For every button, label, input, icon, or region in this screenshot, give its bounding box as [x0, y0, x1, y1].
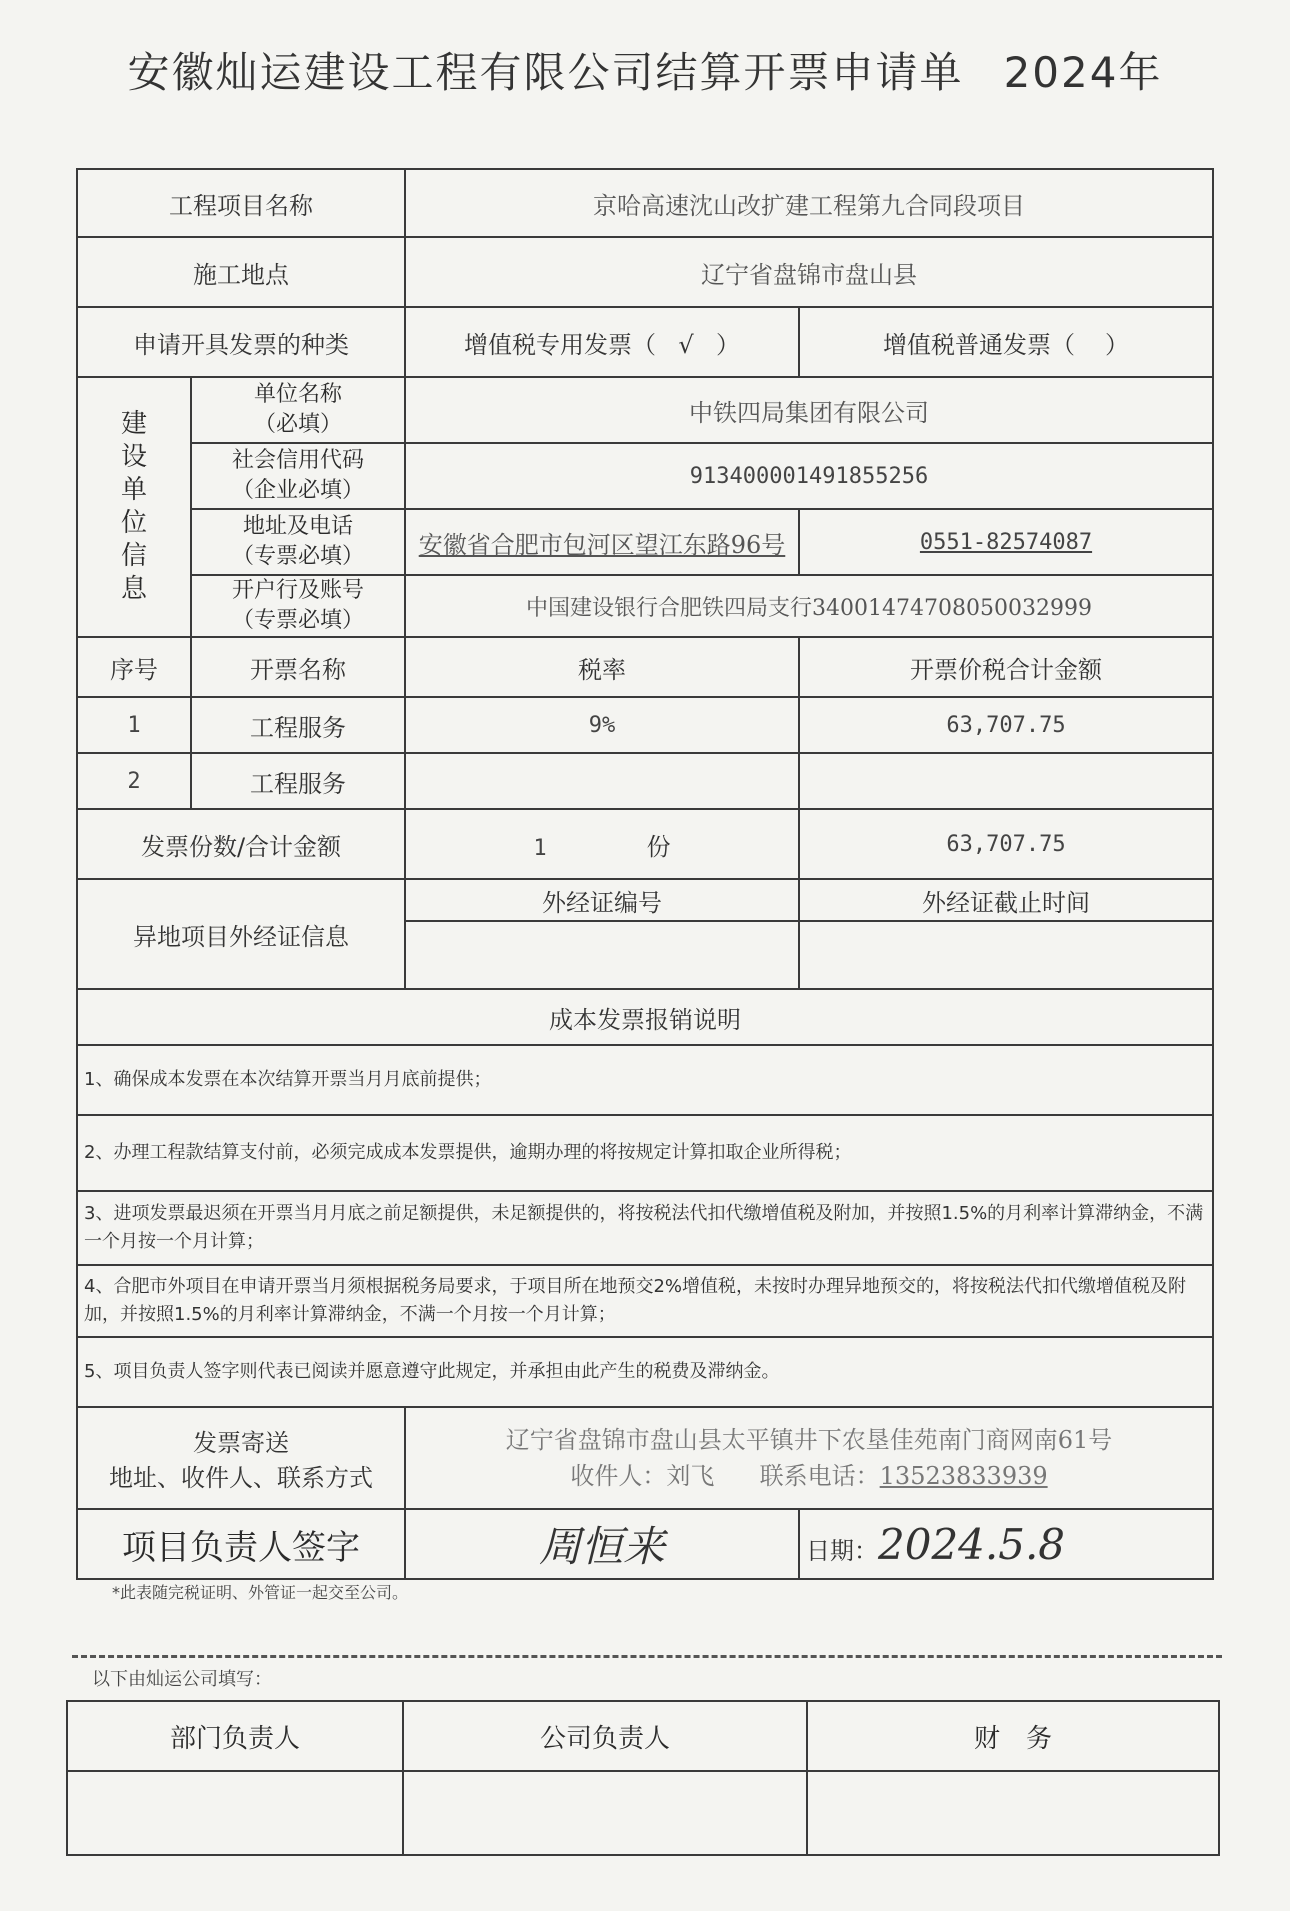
- table-row: [77, 753, 1213, 809]
- company-fill-label: 以下由灿运公司填写：: [92, 1669, 272, 1690]
- credit-code-label-text: 社会信用代码: [231, 448, 364, 473]
- project-name-row: [77, 169, 1213, 237]
- item-amount: [799, 753, 1213, 809]
- note-row: [77, 1265, 1213, 1337]
- credit-code-label: [191, 443, 405, 509]
- note-item: 2、办理工程款结算支付前，必须完成成本发票提供，逾期办理的将按规定计算扣取企业所得税；: [77, 1115, 1213, 1191]
- permit-deadline-label: 外经证截止时间: [799, 879, 1213, 921]
- mailing-phone-label: 联系电话：: [759, 1462, 880, 1490]
- bank-label-note: （专票必填）: [231, 608, 364, 633]
- normal-invoice-label: 增值税普通发票（: [883, 330, 1075, 359]
- approval-signature-row: [67, 1771, 1219, 1855]
- mailing-recipient: 收件人：刘飞: [570, 1462, 715, 1490]
- client-name-row: [77, 377, 1213, 443]
- permit-label: 异地项目外经证信息: [77, 879, 405, 989]
- notes-heading: 成本发票报销说明: [77, 989, 1213, 1045]
- item-seq: 1: [77, 697, 191, 753]
- address-label-note: （专票必填）: [231, 544, 364, 569]
- item-amount: 63,707.75: [799, 697, 1213, 753]
- special-invoice-label: 增值税专用发票（: [464, 330, 656, 359]
- date-cell: [799, 1509, 1213, 1579]
- date-value: 2024.5.8: [878, 1519, 1066, 1569]
- invoice-count: 1: [533, 835, 547, 861]
- notes-heading-row: [77, 989, 1213, 1045]
- items-header-row: [77, 637, 1213, 697]
- mailing-phone: 13523833939: [879, 1462, 1048, 1490]
- cut-line-divider: [72, 1655, 1222, 1658]
- title-year: 2024年: [1003, 48, 1163, 97]
- item-rate: 9%: [405, 697, 799, 753]
- address-value: 安徽省合肥市包河区望江东路96号: [405, 509, 799, 575]
- amount-header: 开票价税合计金额: [799, 637, 1213, 697]
- client-name-label-text: 单位名称: [253, 382, 342, 407]
- mailing-value: [405, 1407, 1213, 1509]
- group-char: 单: [120, 475, 147, 505]
- address-label-text: 地址及电话: [242, 514, 353, 539]
- note-item: 5、项目负责人签字则代表已阅读并愿意遵守此规定，并承担由此产生的税费及滞纳金。: [77, 1337, 1213, 1407]
- signature-name: 周恒来: [405, 1509, 799, 1579]
- finance-label: 财 务: [807, 1701, 1219, 1771]
- form-title: [0, 40, 1290, 100]
- date-label: 日期：: [806, 1536, 878, 1565]
- main-table: [76, 168, 1214, 1580]
- note-row: [77, 1045, 1213, 1115]
- signature-row: [77, 1509, 1213, 1579]
- normal-invoice-close: ）: [1105, 330, 1129, 359]
- address-label: [191, 509, 405, 575]
- normal-invoice-option[interactable]: [799, 307, 1213, 377]
- mailing-label-line1: 发票寄送: [193, 1429, 289, 1457]
- permit-no-label: 外经证编号: [405, 879, 799, 921]
- client-name-label-note: （必填）: [253, 412, 342, 437]
- finance-signature: [807, 1771, 1219, 1855]
- table-row: [77, 697, 1213, 753]
- bank-label-text: 开户行及账号: [231, 578, 364, 603]
- note-row: [77, 1191, 1213, 1265]
- total-amount: 63,707.75: [799, 809, 1213, 879]
- credit-code-label-note: （企业必填）: [231, 478, 364, 503]
- note-item: 4、合肥市外项目在申请开票当月须根据税务局要求，于项目所在地预交2%增值税，未按时办理异地预交的，将按税法代扣代缴增值税及附加，并按照1.5%的月利率计算滞纳金，不满一个月按一个月计算；: [77, 1265, 1213, 1337]
- special-invoice-close: ）: [716, 330, 740, 359]
- dept-head-signature: [67, 1771, 403, 1855]
- phone-value: 0551-82574087: [799, 509, 1213, 575]
- totals-label: 发票份数/合计金额: [77, 809, 405, 879]
- bank-label: [191, 575, 405, 637]
- invoice-count-cell: [405, 809, 799, 879]
- mailing-contact: [412, 1458, 1206, 1494]
- company-head-signature: [403, 1771, 807, 1855]
- seq-header: 序号: [77, 637, 191, 697]
- mailing-row: [77, 1407, 1213, 1509]
- note-row: [77, 1115, 1213, 1191]
- bank-value: 中国建设银行合肥铁四局支行34001474708050032999: [405, 575, 1213, 637]
- invoice-count-unit: 份: [646, 832, 671, 861]
- note-row: [77, 1337, 1213, 1407]
- permit-no-value: [405, 921, 799, 989]
- note-item: 1、确保成本发票在本次结算开票当月月底前提供；: [77, 1045, 1213, 1115]
- client-info-group-label: [77, 377, 191, 637]
- group-char: 位: [120, 508, 147, 538]
- item-name: 工程服务: [191, 697, 405, 753]
- client-name-value: 中铁四局集团有限公司: [405, 377, 1213, 443]
- item-name-header: 开票名称: [191, 637, 405, 697]
- site-row: [77, 237, 1213, 307]
- client-name-label: [191, 377, 405, 443]
- item-rate: [405, 753, 799, 809]
- mailing-label-line2: 地址、收件人、联系方式: [109, 1464, 373, 1492]
- item-seq: 2: [77, 753, 191, 809]
- company-head-label: 公司负责人: [403, 1701, 807, 1771]
- credit-code-row: [77, 443, 1213, 509]
- site-label: 施工地点: [77, 237, 405, 307]
- footnote: *此表随完税证明、外管证一起交至公司。: [112, 1583, 409, 1602]
- site-value: 辽宁省盘锦市盘山县: [405, 237, 1213, 307]
- group-char: 息: [120, 574, 147, 604]
- group-char: 设: [120, 442, 147, 472]
- bank-row: [77, 575, 1213, 637]
- project-name-label: 工程项目名称: [77, 169, 405, 237]
- credit-code-value: 913400001491855256: [405, 443, 1213, 509]
- mailing-label: [77, 1407, 405, 1509]
- invoice-type-row: [77, 307, 1213, 377]
- invoice-type-label: 申请开具发票的种类: [77, 307, 405, 377]
- note-item: 3、进项发票最迟须在开票当月月底之前足额提供，未足额提供的，将按税法代扣代缴增值税及附加，并按照1.5%的月利率计算滞纳金，不满一个月按一个月计算；: [77, 1191, 1213, 1265]
- company-approval-table: [66, 1700, 1220, 1856]
- project-name-value: 京哈高速沈山改扩建工程第九合同段项目: [405, 169, 1213, 237]
- approval-header-row: [67, 1701, 1219, 1771]
- group-char: 信: [120, 541, 147, 571]
- permit-header-row: [77, 879, 1213, 921]
- address-row: [77, 509, 1213, 575]
- signature-label: 项目负责人签字: [77, 1509, 405, 1579]
- special-invoice-option[interactable]: [405, 307, 799, 377]
- check-mark-icon: √: [678, 330, 694, 359]
- item-name: 工程服务: [191, 753, 405, 809]
- title-text: 安徽灿运建设工程有限公司结算开票申请单: [127, 48, 964, 97]
- dept-head-label: 部门负责人: [67, 1701, 403, 1771]
- group-char: 建: [120, 409, 147, 439]
- totals-row: [77, 809, 1213, 879]
- rate-header: 税率: [405, 637, 799, 697]
- permit-deadline-value: [799, 921, 1213, 989]
- mailing-address: 辽宁省盘锦市盘山县太平镇井下农垦佳苑南门商网南61号: [505, 1426, 1113, 1454]
